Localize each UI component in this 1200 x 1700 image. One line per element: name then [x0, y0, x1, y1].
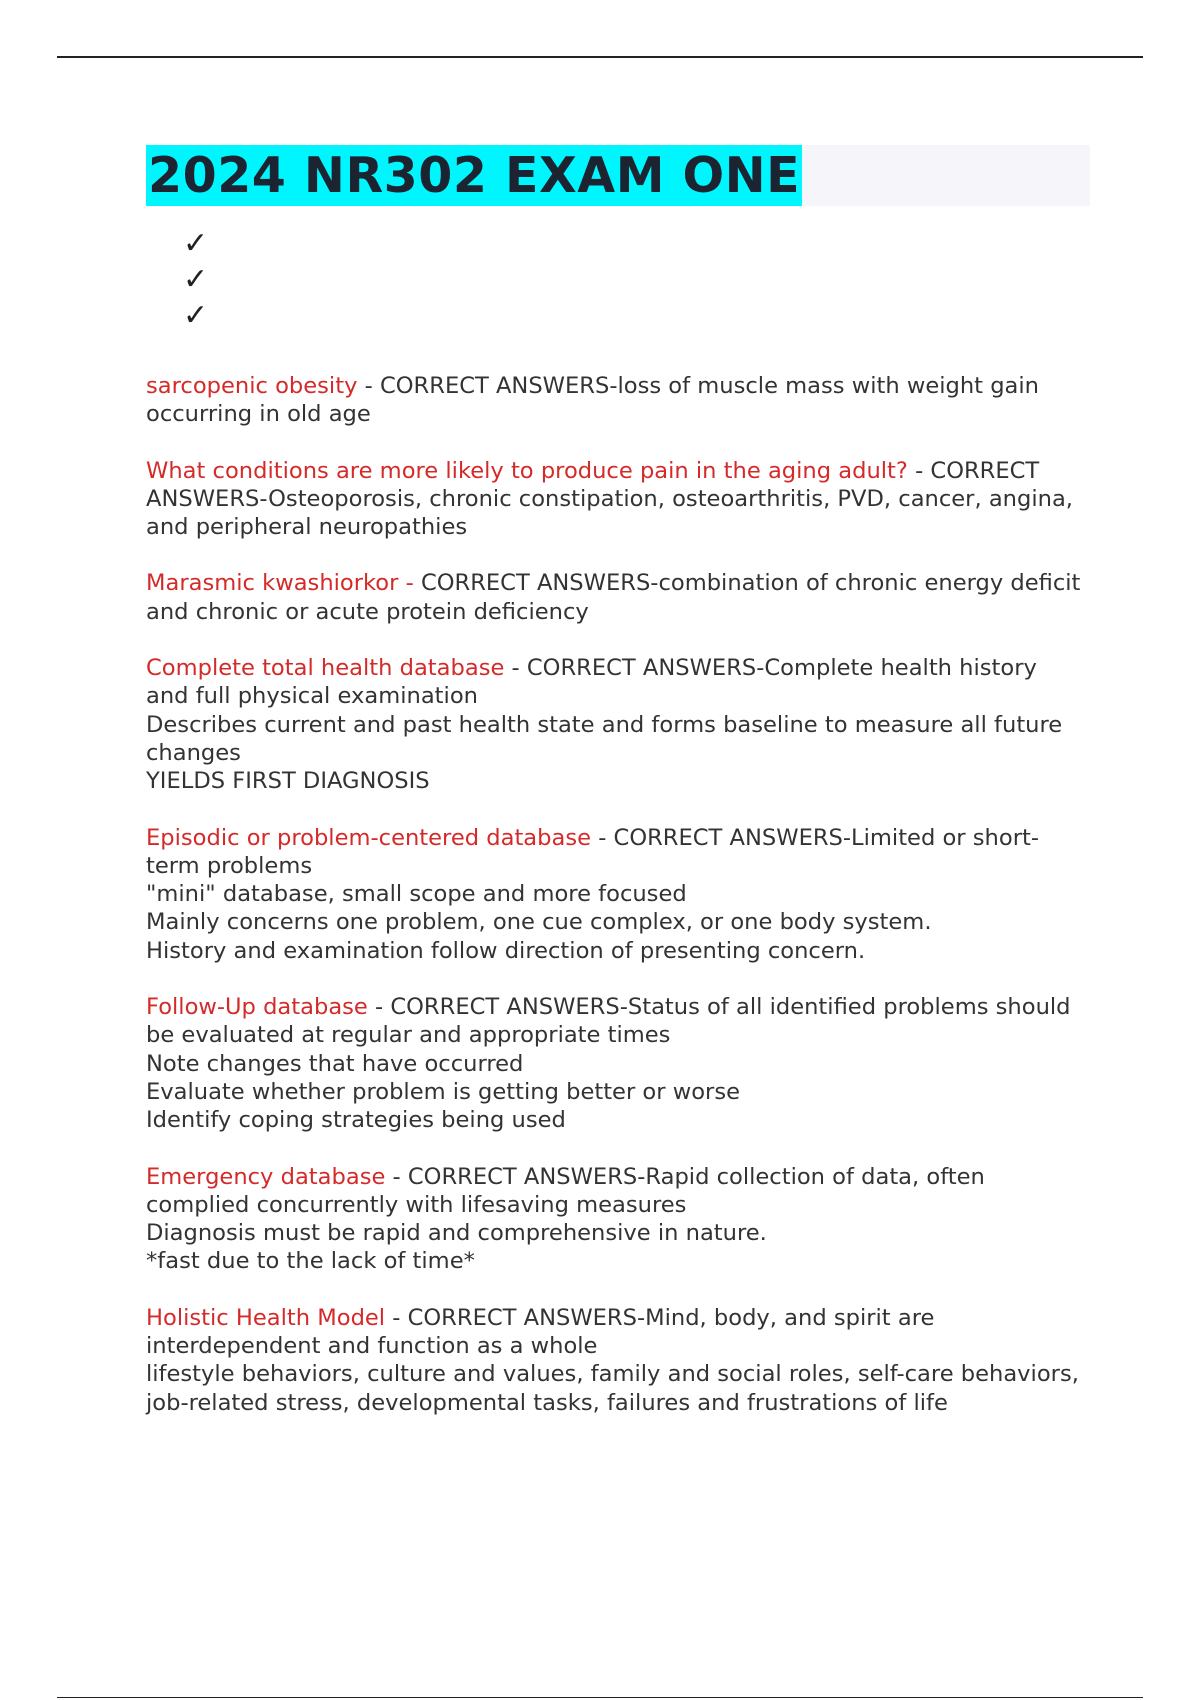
- answer-prefix: CORRECT ANSWERS-: [379, 373, 618, 399]
- flashcard-entry: Marasmic kwashiorkor - CORRECT ANSWERS-combination of chronic energy deficit and chronic or acute protein deficiency: [146, 570, 1081, 625]
- checkmark-icon: ✓: [183, 226, 209, 261]
- entry-detail-line: Describes current and past health state and forms baseline to measure all future changes: [146, 711, 1063, 766]
- entry-term: Follow-Up database: [146, 994, 368, 1021]
- entry-detail-line: Evaluate whether problem is getting better or worse: [146, 1078, 740, 1105]
- entry-detail-line: YIELDS FIRST DIAGNOSIS: [146, 768, 430, 795]
- flashcard-entry: What conditions are more likely to produce pain in the aging adult? - CORRECT ANSWERS-Osteoporosis, chronic constipation, osteoarthritis, PVD, cancer, angina, and peripheral neuropathies: [146, 457, 1073, 541]
- entry-term: Complete total health database: [146, 655, 505, 682]
- flashcard-entry: Complete total health database - CORRECT ANSWERS-Complete health history and full physical examination Describes current and past health state and forms baseline to measure all future changes YIELDS FIRST DIAGNOSIS: [146, 654, 1086, 795]
- entry-detail-line: lifestyle behaviors, culture and values, family and social roles, self-care behaviors, job-related stress, developmental tasks, failures and frustrations of life: [146, 1361, 1079, 1416]
- checkmark-icon: ✓: [183, 298, 209, 333]
- entry-detail-line: Diagnosis must be rapid and comprehensive in nature.: [146, 1220, 767, 1247]
- page-title: 2024 NR302 EXAM ONE: [148, 147, 801, 204]
- flashcard-entry: sarcopenic obesity - CORRECT ANSWERS-loss of muscle mass with weight gain occurring in old age: [146, 373, 1039, 428]
- entry-detail-line: Identify coping strategies being used: [146, 1107, 566, 1134]
- entry-term: Marasmic kwashiorkor: [146, 570, 399, 597]
- answer-prefix: CORRECT ANSWERS-: [407, 1304, 646, 1331]
- entry-answer: combination of chronic energy deficit and chronic or acute protein deficiency: [146, 570, 1081, 625]
- entry-detail-line: Note changes that have occurred: [146, 1050, 524, 1077]
- entry-answer: loss of muscle mass with weight gain occurring in old age: [146, 373, 1039, 428]
- entry-answer: Limited or short-term problems: [146, 824, 1039, 879]
- answer-prefix: CORRECT ANSWERS-: [390, 994, 628, 1021]
- entry-term: Emergency database: [146, 1163, 386, 1190]
- entry-answer: Mind, body, and spirit are interdependent and function as a whole: [146, 1304, 935, 1360]
- entry-detail-line: "mini" database, small scope and more focused: [146, 881, 687, 908]
- answer-prefix: CORRECT ANSWERS-: [407, 1163, 646, 1190]
- entry-detail-line: Mainly concerns one problem, one cue complex, or one body system.: [146, 909, 932, 936]
- entry-term: Episodic or problem-centered database: [146, 824, 592, 851]
- bottom-rule: [57, 1697, 1143, 1698]
- answer-prefix: CORRECT ANSWERS-: [420, 570, 659, 597]
- entry-detail-line: *fast due to the lack of time*: [146, 1248, 475, 1275]
- entry-answer: Osteoporosis, chronic constipation, osteoarthritis, PVD, cancer, angina, and peripheral neuropathies: [146, 485, 1073, 541]
- answer-prefix: CORRECT ANSWERS-: [526, 655, 765, 682]
- entry-detail-line: History and examination follow direction of presenting concern.: [146, 937, 866, 964]
- checkmark-list: [183, 226, 208, 334]
- checkmark-icon: ✓: [183, 262, 209, 297]
- answer-prefix: CORRECT ANSWERS-: [146, 457, 1040, 512]
- entry-answer: Rapid collection of data, often complied concurrently with lifesaving measures: [146, 1163, 985, 1218]
- entry-term: sarcopenic obesity: [146, 373, 358, 399]
- top-rule: [57, 56, 1143, 58]
- flashcard-entry: Emergency database - CORRECT ANSWERS-Rapid collection of data, often complied concurrently with lifesaving measures Diagnosis must be rapid and comprehensive in nature. *fast due to the lack of time*: [146, 1163, 1086, 1276]
- flashcard-entry: Episodic or problem-centered database - CORRECT ANSWERS-Limited or short-term problems "mini" database, small scope and more focused Mainly concerns one problem, one cue complex, or one body system. History and examination follow direction of presenting concern.: [146, 824, 1086, 965]
- answer-prefix: CORRECT ANSWERS-: [613, 824, 852, 851]
- entry-answer: Complete health history and full physical examination: [146, 655, 1037, 710]
- flashcard-entry: Follow-Up database - CORRECT ANSWERS-Status of all identified problems should be evaluated at regular and appropriate times Note changes that have occurred Evaluate whether problem is getting better or worse Identify coping strategies being used: [146, 993, 1086, 1134]
- flashcard-list: [146, 372, 1086, 1445]
- entry-answer: Status of all identified problems should be evaluated at regular and appropriate times: [146, 994, 1071, 1049]
- entry-term: What conditions are more likely to produce pain in the aging adult?: [146, 457, 908, 484]
- flashcard-entry: Holistic Health Model - CORRECT ANSWERS-Mind, body, and spirit are interdependent and function as a whole lifestyle behaviors, culture and values, family and social roles, self-care behaviors, job-related stress, developmental tasks, failures and frustrations of life: [146, 1304, 1086, 1417]
- entry-term: Holistic Health Model: [146, 1304, 386, 1331]
